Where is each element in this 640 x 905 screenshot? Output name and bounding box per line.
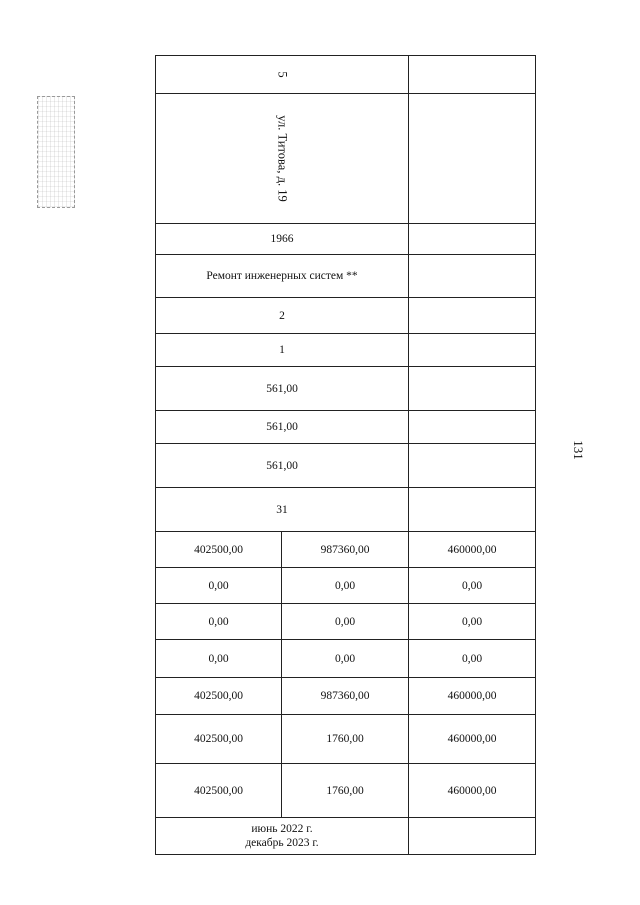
- residents: 31: [156, 488, 409, 532]
- table-row: [156, 532, 536, 568]
- table-row: [156, 367, 536, 411]
- table-row: [156, 568, 536, 604]
- table-row: [156, 224, 536, 255]
- table-row: [156, 255, 536, 298]
- page-number: 131: [571, 440, 586, 460]
- cost-cell: 987360,00: [282, 532, 409, 568]
- empty-cell: [409, 255, 536, 298]
- table-row: [156, 715, 536, 764]
- table-row: [156, 604, 536, 640]
- table-row: [156, 411, 536, 444]
- empty-cell: [409, 56, 536, 94]
- table-row: [156, 640, 536, 678]
- table-row: [156, 818, 536, 855]
- empty-cell: [409, 818, 536, 855]
- table-row: [156, 334, 536, 367]
- empty-cell: [409, 444, 536, 488]
- row-number-cell: [156, 56, 409, 94]
- table-row: [156, 444, 536, 488]
- period-start: июнь 2022 г.: [251, 823, 313, 835]
- cost-cell: 402500,00: [156, 764, 282, 818]
- table-row: [156, 764, 536, 818]
- table-row: [156, 298, 536, 334]
- scanned-stamp: [37, 96, 75, 208]
- cost-cell: 0,00: [156, 640, 282, 678]
- cost-cell: 402500,00: [156, 678, 282, 715]
- period-cell: [156, 818, 409, 855]
- empty-cell: [409, 411, 536, 444]
- empty-cell: [409, 298, 536, 334]
- cost-cell: 0,00: [156, 568, 282, 604]
- cost-cell: 460000,00: [409, 764, 536, 818]
- cost-cell: 987360,00: [282, 678, 409, 715]
- cost-cell: 402500,00: [156, 715, 282, 764]
- cost-cell: 1760,00: [282, 715, 409, 764]
- area-2: 561,00: [156, 411, 409, 444]
- table-row: [156, 94, 536, 224]
- table-row: [156, 678, 536, 715]
- address: ул. Титова, д. 19: [275, 115, 290, 202]
- table-row: [156, 488, 536, 532]
- cost-cell: 0,00: [409, 568, 536, 604]
- cost-cell: 0,00: [409, 604, 536, 640]
- cost-cell: 0,00: [282, 604, 409, 640]
- cost-cell: 0,00: [282, 568, 409, 604]
- cost-cell: 1760,00: [282, 764, 409, 818]
- cost-cell: 402500,00: [156, 532, 282, 568]
- capital-repair-table: [155, 55, 536, 855]
- value-b: 1: [156, 334, 409, 367]
- period-end: декабрь 2023 г.: [245, 837, 319, 849]
- area-3: 561,00: [156, 444, 409, 488]
- cost-cell: 460000,00: [409, 678, 536, 715]
- empty-cell: [409, 224, 536, 255]
- table-row: [156, 56, 536, 94]
- cost-cell: 0,00: [409, 640, 536, 678]
- empty-cell: [409, 334, 536, 367]
- cost-cell: 0,00: [282, 640, 409, 678]
- empty-cell: [409, 94, 536, 224]
- work-type: Ремонт инженерных систем **: [156, 255, 409, 298]
- cost-cell: 460000,00: [409, 532, 536, 568]
- address-cell: [156, 94, 409, 224]
- year-built: 1966: [156, 224, 409, 255]
- cost-cell: 0,00: [156, 604, 282, 640]
- empty-cell: [409, 488, 536, 532]
- value-a: 2: [156, 298, 409, 334]
- row-number: 5: [275, 71, 290, 78]
- area-total: 561,00: [156, 367, 409, 411]
- cost-cell: 460000,00: [409, 715, 536, 764]
- empty-cell: [409, 367, 536, 411]
